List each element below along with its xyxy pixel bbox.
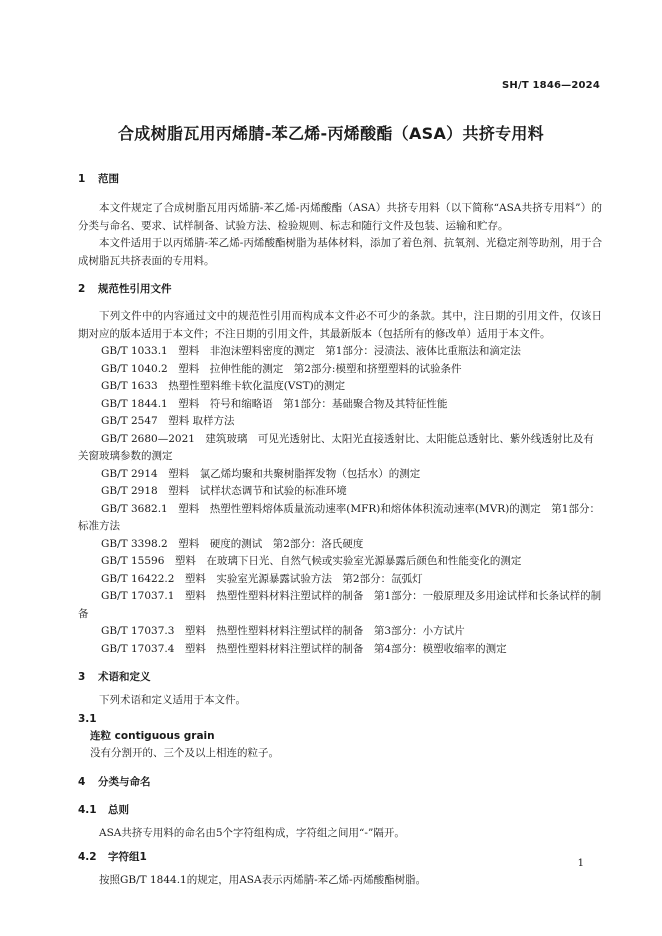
term-definition: 没有分割开的、三个及以上相连的粒子。 [90,747,279,759]
section-1-heading [78,170,602,188]
reference-item: GB/T 1844.1 塑料 符号和缩略语 第1部分：基础聚合物及其特征性能 [101,397,448,410]
section-3-title: 术语和定义 [98,671,151,683]
reference-item: GB/T 2547 塑料 取样方法 [101,415,235,427]
section-3-number: 3 [78,671,86,683]
scope-paragraph-2: 本文件适用于以丙烯腈-苯乙烯-丙烯酸酯树脂为基体材料，添加了着色剂、抗氧剂、光稳定剂等助剂，用于合成树脂瓦共挤表面的专用料。 [78,237,602,267]
term-number: 3.1 [78,712,97,725]
reference-item: GB/T 2680—2021 建筑玻璃 可见光透射比、太阳光直接透射比、太阳能总透射比、紫外线透射比及有关窗玻璃参数的测定 [78,432,594,462]
reference-item: GB/T 3682.1 塑料 热塑性塑料熔体质量流动速率(MFR)和熔体体积流动速率(MVR)的测定 第1部分：标准方法 [78,502,600,532]
document-body [78,170,602,890]
reference-item: GB/T 1040.2 塑料 拉伸性能的测定 第2部分:模塑和挤塑塑料的试验条件 [101,362,462,375]
section-1-title: 范围 [98,173,119,185]
reference-item: GB/T 3398.2 塑料 硬度的测试 第2部分：洛氏硬度 [101,537,364,550]
reference-item: GB/T 17037.4 塑料 热塑性塑料材料注塑试样的制备 第4部分：模塑收缩率的测定 [101,642,507,655]
subsection-4-1-heading [78,801,602,819]
reference-item: GB/T 17037.3 塑料 热塑性塑料材料注塑试样的制备 第3部分：小方试片 [101,625,465,637]
reference-item: GB/T 15596 塑料 在玻璃下日光、自然气候或实验室光源暴露后颜色和性能变化的测定 [101,555,522,567]
general-paragraph: ASA共挤专用料的命名由5个字符组构成，字符组之间用“-”隔开。 [99,826,405,839]
subsection-4-1-title: 总则 [108,803,129,816]
section-2-heading [78,280,602,298]
section-2-title: 规范性引用文件 [98,283,172,295]
reference-item: GB/T 2914 塑料 氯乙烯均聚和共聚树脂挥发物（包括水）的测定 [101,467,421,480]
standard-code: SH/T 1846—2024 [502,80,600,91]
reference-item: GB/T 2918 塑料 试样状态调节和试验的标准环境 [101,485,347,497]
scope-paragraph-1: 本文件规定了合成树脂瓦用丙烯腈-苯乙烯-丙烯酸酯（ASA）共挤专用料（以下简称“ASA共挤专用料”）的分类与命名、要求、试样制备、试验方法、检验规则、标志和随行文件及包装、运输和贮存。 [78,202,602,232]
section-4-number: 4 [78,775,86,788]
reference-item: GB/T 1633 热塑性塑料维卡软化温度(VST)的测定 [101,380,346,392]
reference-item: GB/T 16422.2 塑料 实验室光源暴露试验方法 第2部分：氙弧灯 [101,572,423,585]
terms-intro: 下列术语和定义适用于本文件。 [99,694,246,706]
section-1-number: 1 [78,173,86,185]
section-3-heading [78,668,602,686]
subsection-4-2-title: 字符组1 [108,851,147,863]
section-4-title: 分类与命名 [98,775,151,788]
section-2-number: 2 [78,283,86,295]
character-group-1-paragraph: 按照GB/T 1844.1的规定，用ASA表示丙烯腈-苯乙烯-丙烯酸酯树脂。 [99,874,427,886]
subsection-4-1-number: 4.1 [78,803,97,816]
references-intro: 下列文件中的内容通过文中的规范性引用而构成本文件必不可少的条款。其中，注日期的引用文件，仅该日期对应的版本适用于本文件；不注日期的引用文件，其最新版本（包括所有的修改单）适用于本文件。 [78,310,602,340]
section-4-heading [78,773,602,791]
subsection-4-2-number: 4.2 [78,851,97,863]
term-name: 连粒 contiguous grain [90,729,215,742]
document-title: 合成树脂瓦用丙烯腈-苯乙烯-丙烯酸酯（ASA）共挤专用料 [118,124,544,143]
subsection-4-2-heading [78,848,602,866]
page-number: 1 [577,858,584,869]
reference-item: GB/T 1033.1 塑料 非泡沫塑料密度的测定 第1部分：浸渍法、液体比重瓶法和滴定法 [101,345,521,357]
reference-item: GB/T 17037.1 塑料 热塑性塑料材料注塑试样的制备 第1部分：一般原理及多用途试样和长条试样的制备 [78,590,602,620]
